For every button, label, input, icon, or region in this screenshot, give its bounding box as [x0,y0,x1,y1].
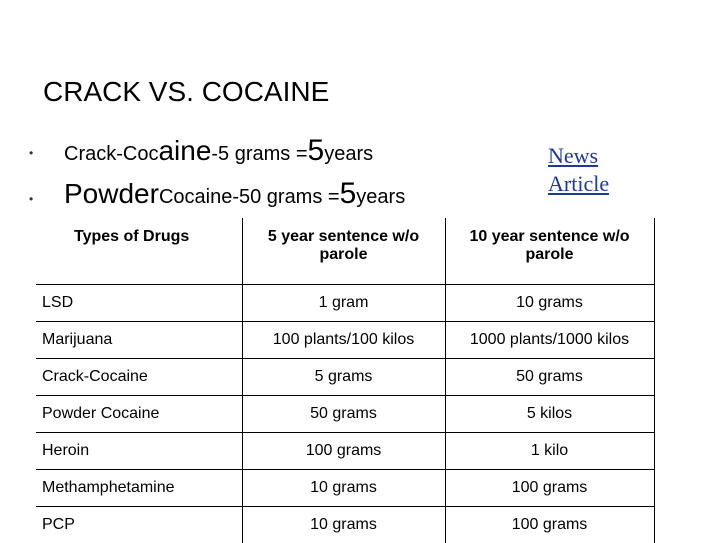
slide-title: CRACK VS. COCAINE [43,76,329,108]
drug-name: Crack-Cocaine [36,359,242,396]
table-row [36,433,654,470]
header-10-year: 10 year sentence w/o parole [445,218,654,285]
header-drug-type: Types of Drugs [36,218,242,285]
drug-name: Powder Cocaine [36,396,242,433]
bullet-marker: • [29,192,33,206]
table-row [36,396,654,433]
five-year-amount: 10 grams [242,470,445,507]
drug-name: Heroin [36,433,242,470]
drug-name: Methamphetamine [36,470,242,507]
table-row [36,359,654,396]
drug-name: LSD [36,285,242,322]
ten-year-amount: 10 grams [445,285,654,322]
five-year-amount: 10 grams [242,507,445,543]
table-row [36,322,654,359]
ten-year-amount: 1 kilo [445,433,654,470]
header-5-year: 5 year sentence w/o parole [242,218,445,285]
ten-year-amount: 100 grams [445,470,654,507]
news-link-line2: Article [548,170,628,198]
ten-year-amount: 1000 plants/1000 kilos [445,322,654,359]
drug-sentence-table [36,218,655,543]
news-article-link[interactable] [548,142,628,198]
five-year-amount: 50 grams [242,396,445,433]
table-row [36,507,654,543]
drug-name: Marijuana [36,322,242,359]
bullet-crack-cocaine: Crack-Cocaine-5 grams =5years [64,136,373,166]
ten-year-amount: 50 grams [445,359,654,396]
five-year-amount: 1 gram [242,285,445,322]
table-header-row [36,218,654,285]
table-row [36,285,654,322]
ten-year-amount: 100 grams [445,507,654,543]
drug-name: PCP [36,507,242,543]
five-year-amount: 100 plants/100 kilos [242,322,445,359]
bullet-powder-cocaine: PowderCocaine-50 grams =5years [64,179,405,209]
ten-year-amount: 5 kilos [445,396,654,433]
five-year-amount: 5 grams [242,359,445,396]
news-link-line1: News [548,142,628,170]
table-row [36,470,654,507]
five-year-amount: 100 grams [242,433,445,470]
bullet-marker: • [29,146,33,160]
